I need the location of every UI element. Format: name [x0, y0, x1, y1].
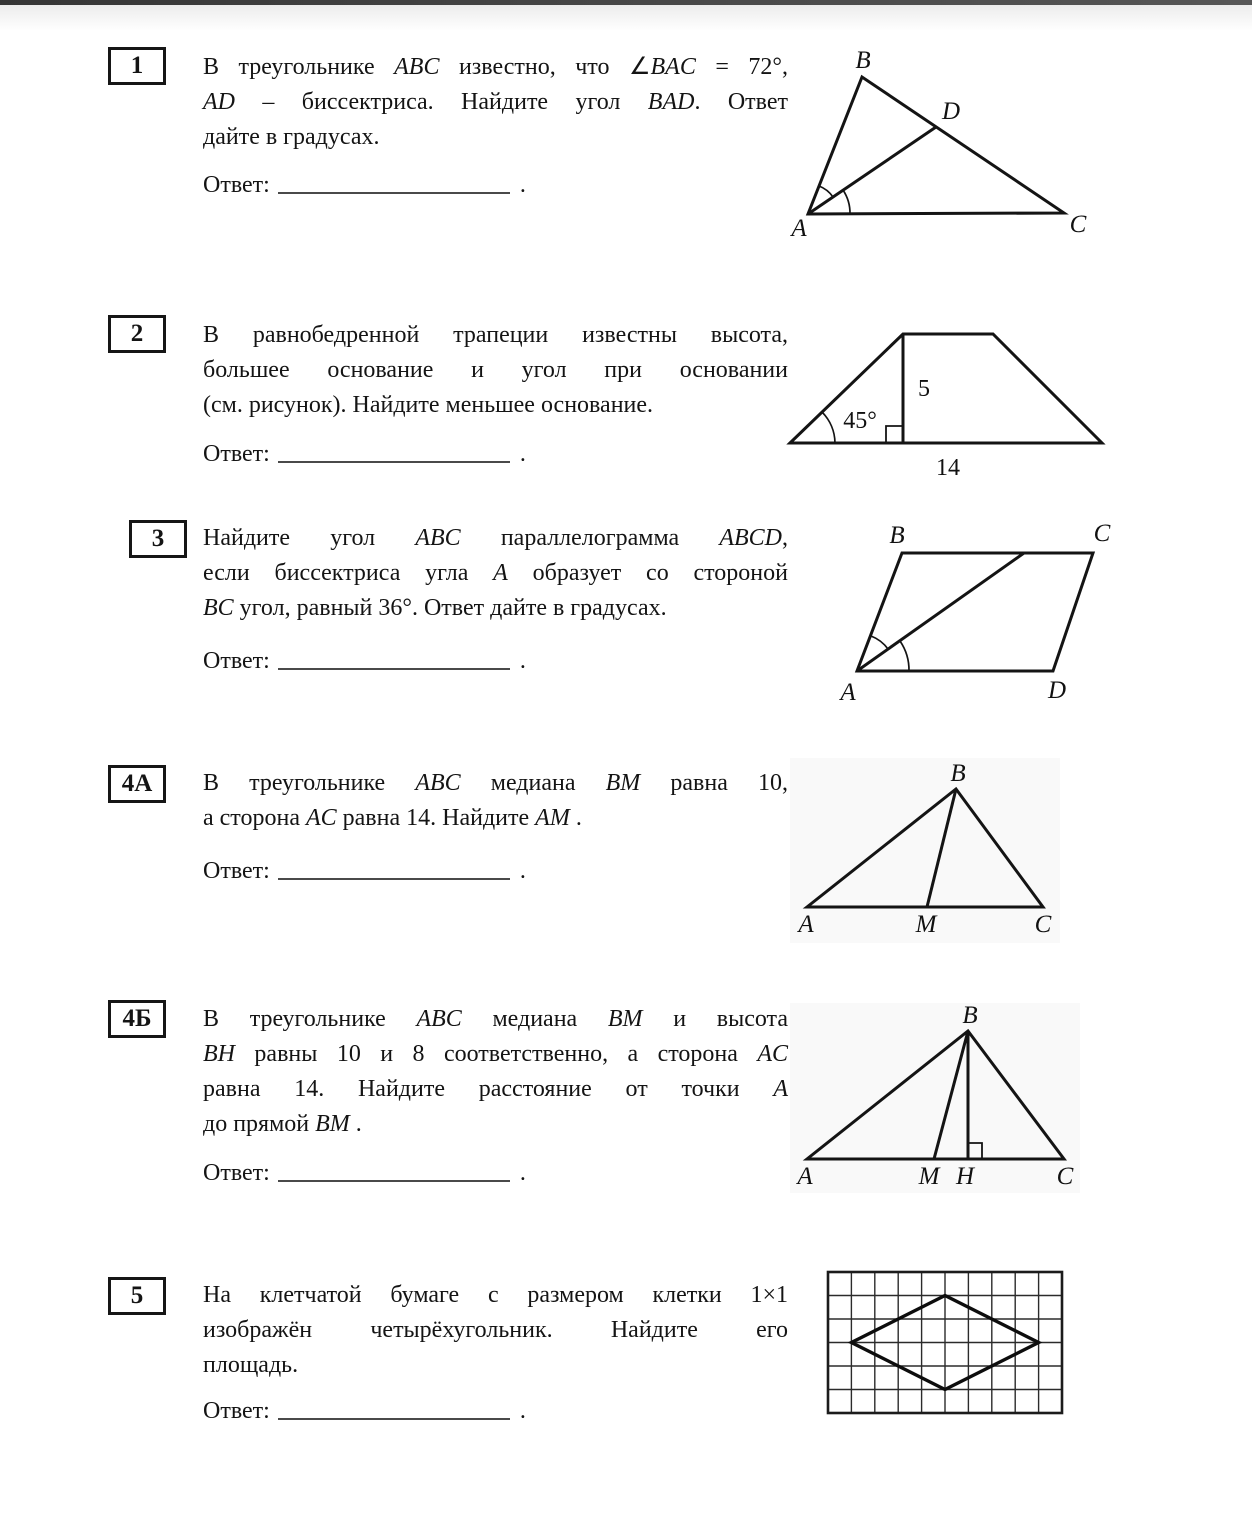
- bisector-line: [857, 553, 1024, 671]
- height-value-label: 5: [918, 376, 930, 402]
- answer-label: Ответ:: [203, 1160, 270, 1186]
- point-label-m: M: [918, 1163, 940, 1190]
- answer-label: Ответ:: [203, 858, 270, 884]
- vertex-label-d: D: [1047, 677, 1067, 704]
- angle-arc-large: [900, 641, 909, 671]
- answer-label: Ответ:: [203, 648, 270, 674]
- answer-label: Ответ:: [203, 1398, 270, 1424]
- angle-arc-large: [843, 190, 850, 214]
- vertex-label-c: C: [1034, 911, 1052, 938]
- text-line: В равнобедренной трапеции известны высота,: [203, 322, 788, 348]
- text-line: изображён четырёхугольник. Найдите его: [203, 1317, 788, 1343]
- problem-3-number: 3: [151, 525, 165, 552]
- answer-blank: [278, 1180, 510, 1182]
- problem-3-number-box: [129, 520, 187, 558]
- top-fade: [0, 5, 1252, 31]
- figure-parallelogram: [830, 510, 1130, 710]
- problem-4b-text: [203, 1002, 788, 1142]
- answer-blank: [278, 192, 510, 194]
- angle-arc-small: [819, 186, 833, 197]
- vertex-label-b: B: [855, 47, 871, 74]
- problem-4a-number: 4А: [121, 770, 153, 797]
- figure-triangle-bisector: [780, 38, 1100, 253]
- answer-period: .: [519, 441, 526, 467]
- vertex-label-a: A: [840, 679, 856, 706]
- answer-period: .: [519, 648, 526, 674]
- problem-5-number-box: [108, 1277, 166, 1315]
- answer-blank: [278, 878, 510, 880]
- text-line: В треугольнике ABC медиана BM равна 10,: [203, 770, 788, 796]
- text-line: если биссектриса угла A образует со стороной: [203, 560, 788, 586]
- problem-3-text: [203, 521, 788, 626]
- problem-3-answer-row: [203, 648, 526, 675]
- text-line: дайте в градусах.: [203, 124, 380, 150]
- answer-blank: [278, 461, 510, 463]
- right-angle-mark: [886, 426, 903, 443]
- problem-4b-number: 4Б: [122, 1005, 152, 1032]
- problem-5-answer-row: [203, 1398, 526, 1425]
- problem-1-number: 1: [130, 52, 144, 79]
- text-line: (см. рисунок). Найдите меньшее основание.: [203, 392, 654, 418]
- vertex-label-a: A: [791, 215, 807, 242]
- answer-period: .: [519, 1160, 526, 1186]
- problem-5-text: [203, 1278, 788, 1383]
- text-line: В треугольнике ABC известно, что ∠BAC = 72°,: [203, 54, 788, 80]
- trapezoid-shape: [790, 334, 1102, 443]
- vertex-label-c: C: [1056, 1163, 1074, 1190]
- problem-2-number: 2: [130, 320, 144, 347]
- problem-1-number-box: [108, 47, 166, 85]
- answer-label: Ответ:: [203, 441, 270, 467]
- text-line: равна 14. Найдите расстояние от точки A: [203, 1076, 788, 1102]
- figure-grid-quadrilateral: [820, 1265, 1070, 1420]
- text-line: AD – биссектриса. Найдите угол BAD. Ответ: [203, 89, 788, 115]
- problem-4b-answer-row: [203, 1160, 526, 1187]
- vertex-label-c: C: [1093, 520, 1111, 547]
- problem-4a-answer-row: [203, 858, 526, 885]
- problem-4b-number-box: [108, 1000, 166, 1038]
- text-line: BH равны 10 и 8 соответственно, а сторона AC: [203, 1041, 788, 1067]
- text-line: BC угол, равный 36°. Ответ дайте в градусах.: [203, 595, 667, 621]
- bisector-ad: [808, 127, 936, 214]
- problem-1-answer-row: [203, 172, 526, 199]
- triangle-abc: [808, 77, 1064, 214]
- problem-2-number-box: [108, 315, 166, 353]
- point-label-m: M: [915, 911, 937, 938]
- problem-1-text: [203, 50, 788, 155]
- text-line: Найдите угол ABC параллелограмма ABCD,: [203, 525, 788, 551]
- vertex-label-b: B: [889, 522, 905, 549]
- answer-blank: [278, 1418, 510, 1420]
- vertex-label-a: A: [798, 911, 814, 938]
- text-line: большее основание и угол при основании: [203, 357, 788, 383]
- text-line: а сторона AC равна 14. Найдите AM .: [203, 805, 582, 831]
- point-label-h: H: [955, 1163, 975, 1190]
- figure-trapezoid: [780, 318, 1120, 488]
- text-line: На клетчатой бумаге с размером клетки 1×1: [203, 1282, 788, 1308]
- text-line: В треугольнике ABC медиана BM и высота: [203, 1006, 788, 1032]
- figure-triangle-median: [790, 758, 1060, 943]
- problem-2-text: [203, 318, 788, 423]
- angle-arc: [822, 412, 835, 443]
- answer-period: .: [519, 858, 526, 884]
- problem-4a-text: [203, 766, 788, 836]
- text-line: до прямой BM .: [203, 1111, 362, 1137]
- problem-4a-number-box: [108, 765, 166, 803]
- problem-2-answer-row: [203, 441, 526, 468]
- answer-blank: [278, 668, 510, 670]
- angle-arc-small: [871, 636, 888, 649]
- parallelogram-shape: [857, 553, 1093, 671]
- base-value-label: 14: [936, 455, 960, 481]
- problem-5-number: 5: [130, 1282, 144, 1309]
- answer-period: .: [519, 172, 526, 198]
- answer-period: .: [519, 1398, 526, 1424]
- vertex-label-a: A: [797, 1163, 813, 1190]
- vertex-label-d: D: [941, 98, 961, 125]
- figure-triangle-median-height: [790, 1003, 1080, 1193]
- angle-value-label: 45°: [843, 408, 877, 434]
- answer-label: Ответ:: [203, 172, 270, 198]
- vertex-label-b: B: [962, 1003, 978, 1029]
- vertex-label-b: B: [950, 760, 966, 787]
- text-line: площадь.: [203, 1352, 299, 1378]
- vertex-label-c: C: [1069, 211, 1087, 238]
